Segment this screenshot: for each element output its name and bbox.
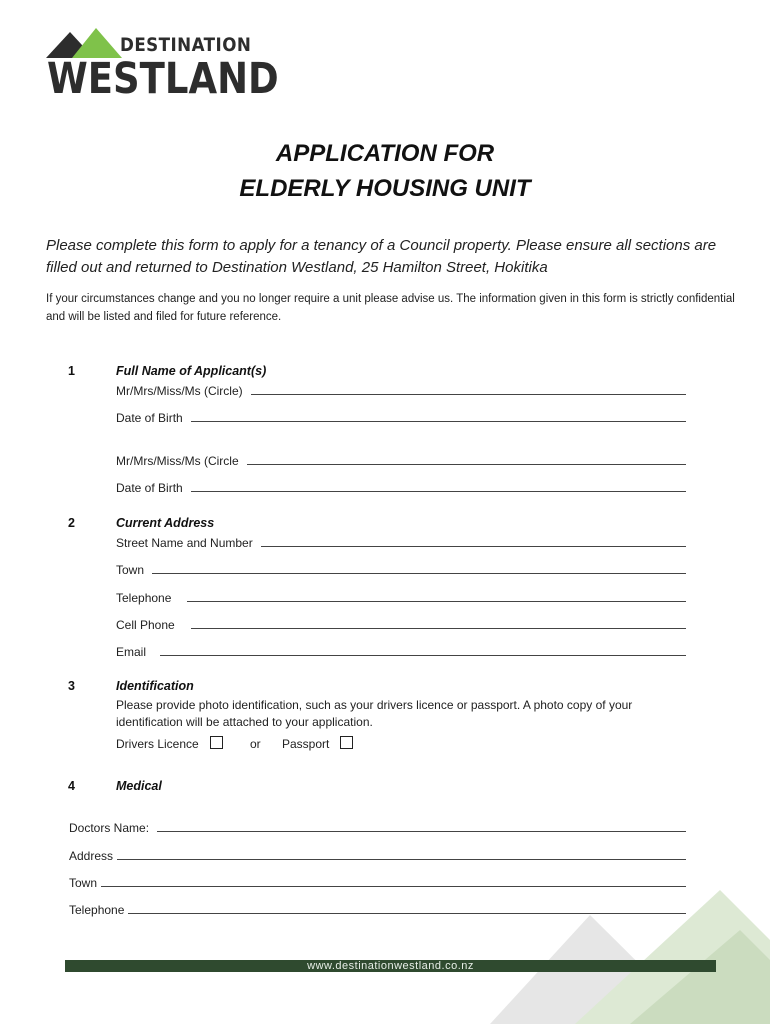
date-of-birth-field-2[interactable]: Date of Birth <box>116 477 686 495</box>
section-number: 4 <box>68 779 75 793</box>
passport-label: Passport <box>282 737 330 751</box>
town-field[interactable]: Town <box>116 559 686 577</box>
footer-website-url[interactable]: www.destinationwestland.co.nz <box>307 960 474 972</box>
drivers-licence-label: Drivers Licence <box>116 737 199 751</box>
email-field[interactable]: Email <box>116 641 686 659</box>
destination-westland-logo <box>46 26 279 104</box>
identification-instructions: Please provide photo identification, such as your drivers licence or passport. A photo copy of your identification will be attached to your application. <box>116 698 633 729</box>
telephone-field[interactable]: Telephone <box>116 587 686 605</box>
form-title-line2: ELDERLY HOUSING UNIT <box>239 175 531 202</box>
title-field-2[interactable]: Mr/Mrs/Miss/Ms (Circle <box>116 450 686 468</box>
section-number: 3 <box>68 679 75 693</box>
confidentiality-note: If your circumstances change and you no longer require a unit please advise us. The information given in this form is strictly confidential and will be listed and filed for future reference. <box>46 293 735 323</box>
footer-website-bar <box>65 960 716 972</box>
or-label: or <box>250 737 261 751</box>
title-field-1[interactable]: Mr/Mrs/Miss/Ms (Circle) <box>116 380 686 398</box>
drivers-licence-checkbox[interactable] <box>210 736 223 749</box>
form-title-line1: APPLICATION FOR <box>275 140 495 167</box>
cell-phone-field[interactable]: Cell Phone <box>116 614 686 632</box>
section-heading-applicant-name: Full Name of Applicant(s) <box>116 364 267 378</box>
section-number: 2 <box>68 516 75 530</box>
logo-text-destination: DESTINATION <box>120 34 252 56</box>
section-number: 1 <box>68 364 75 378</box>
section-heading-current-address: Current Address <box>116 516 215 530</box>
logo-text-westland: WESTLAND <box>47 54 279 104</box>
section-heading-medical: Medical <box>116 779 162 793</box>
section-heading-identification: Identification <box>116 679 194 693</box>
doctors-name-field[interactable]: Doctors Name: <box>69 817 686 835</box>
street-field[interactable]: Street Name and Number <box>116 532 686 550</box>
passport-checkbox[interactable] <box>340 736 353 749</box>
intro-instructions: Please complete this form to apply for a tenancy of a Council property. Please ensure all sections are filled out and returned to Destination Westland, 25 Hamilton Street, Hokitika <box>46 237 717 276</box>
doctor-address-field[interactable]: Address <box>69 845 686 863</box>
date-of-birth-field-1[interactable]: Date of Birth <box>116 407 686 425</box>
doctor-telephone-field[interactable]: Telephone <box>69 899 686 917</box>
doctor-town-field[interactable]: Town <box>69 872 686 890</box>
